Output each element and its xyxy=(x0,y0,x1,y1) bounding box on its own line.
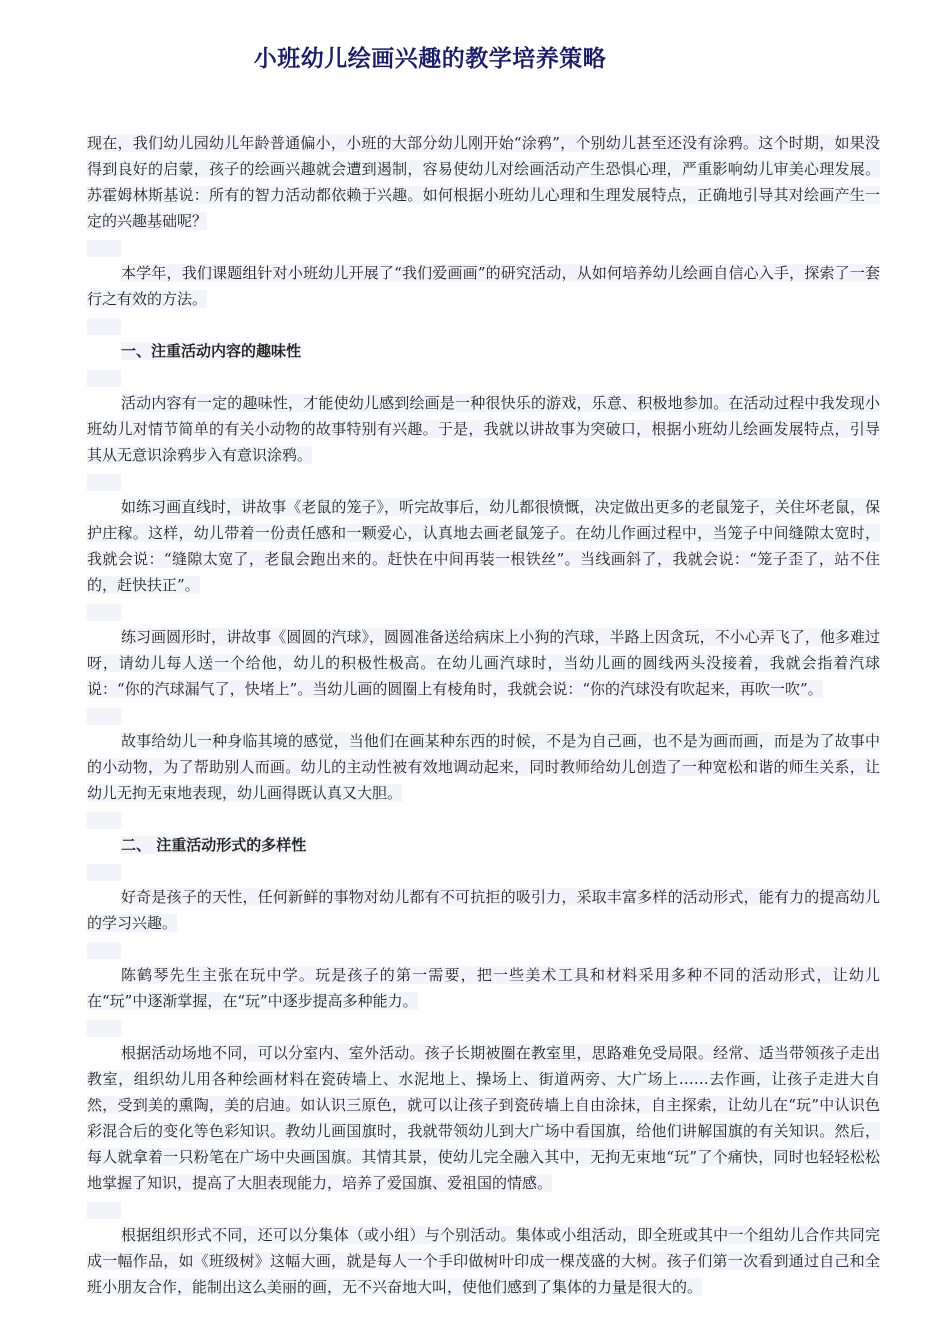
paragraph-9 xyxy=(87,1040,880,1196)
paragraph-8 xyxy=(87,962,880,1014)
paragraph-7 xyxy=(87,884,880,936)
paragraph-7-text: 好奇是孩子的天性，任何新鲜的事物对幼儿都有不可抗拒的吸引力，采取丰富多样的活动形式，能有力的提高幼儿的学习兴趣。 xyxy=(87,888,880,932)
paragraph-5 xyxy=(87,624,880,702)
blank-line xyxy=(87,942,121,959)
document-body xyxy=(87,130,880,1300)
paragraph-10-text: 根据组织形式不同，还可以分集体（或小组）与个别活动。集体或小组活动，即全班或其中一个组幼儿合作共同完成一幅作品，如《班级树》这幅大画，就是每人一个手印做树叶印成一棵茂盛的大树。孩子们第一次看到通过自己和全班小朋友合作，能制出这么美丽的画，无不兴奋地大叫，使他们感到了集体的力量是很大的。 xyxy=(87,1226,880,1296)
paragraph-8-text: 陈鹤琴先生主张在玩中学。玩是孩子的第一需要，把一些美术工具和材料采用多种不同的活动形式，让幼儿在“玩”中逐渐掌握，在“玩”中逐步提高多种能力。 xyxy=(87,966,880,1010)
blank-line xyxy=(87,708,121,725)
section-heading-1 xyxy=(87,338,880,364)
paragraph-6-text: 故事给幼儿一种身临其境的感觉，当他们在画某种东西的时候，不是为自己画，也不是为画而画，而是为了故事中的小动物，为了帮助别人而画。幼儿的主动性被有效地调动起来，同时教师给幼儿创造了一种宽松和谐的师生关系，让幼儿无拘无束地表现，幼儿画得既认真又大胆。 xyxy=(87,732,880,802)
blank-line xyxy=(87,604,121,621)
paragraph-5-text: 练习画圆形时，讲故事《圆圆的汽球》，圆圆准备送给病床上小狗的汽球，半路上因贪玩，不小心弄飞了，他多难过呀，请幼儿每人送一个给他，幼儿的积极性极高。在幼儿画汽球时，当幼儿画的圆线两头没接着，我就会指着汽球说：“你的汽球漏气了，快堵上”。当幼儿画的圆圈上有棱角时，我就会说：“你的汽球没有吹起来，再吹一吹”。 xyxy=(87,628,880,698)
section-heading-2 xyxy=(87,832,880,858)
paragraph-2 xyxy=(87,260,880,312)
document-title: 小班幼儿绘画兴趣的教学培养策略 xyxy=(253,46,607,72)
paragraph-9-text: 根据活动场地不同，可以分室内、室外活动。孩子长期被圈在教室里，思路难免受局限。经常、适当带领孩子走出教室，组织幼儿用各种绘画材料在瓷砖墙上、水泥地上、操场上、街道两旁、大广场上……去作画，让孩子走进大自然，受到美的熏陶，美的启迪。如认识三原色，就可以让孩子到瓷砖墙上自由涂抹，自主探索，让幼儿在“玩”中认识色彩混合后的变化等色彩知识。教幼儿画国旗时，我就带领幼儿到大广场中看国旗，给他们讲解国旗的有关知识。然后，每人就拿着一只粉笔在广场中央画国旗。其情其景，使幼儿完全融入其中，无拘无束地“玩”了个痛快，同时也轻轻松松地掌握了知识，提高了大胆表现能力，培养了爱国旗、爱祖国的情感。 xyxy=(87,1044,880,1192)
blank-line xyxy=(87,812,121,829)
blank-line xyxy=(87,240,121,257)
paragraph-3 xyxy=(87,390,880,468)
blank-line xyxy=(87,1202,121,1219)
paragraph-1 xyxy=(87,130,880,234)
paragraph-3-text: 活动内容有一定的趣味性，才能使幼儿感到绘画是一种很快乐的游戏，乐意、积极地参加。在活动过程中我发现小班幼儿对情节简单的有关小动物的故事特别有兴趣。于是，我就以讲故事为突破口，根据小班幼儿绘画发展特点，引导其从无意识涂鸦步入有意识涂鸦。 xyxy=(87,394,880,464)
blank-line xyxy=(87,318,121,335)
paragraph-4 xyxy=(87,494,880,598)
paragraph-1-text: 现在，我们幼儿园幼儿年龄普通偏小，小班的大部分幼儿刚开始“涂鸦”，个别幼儿甚至还没有涂鸦。这个时期，如果没得到良好的启蒙，孩子的绘画兴趣就会遭到遏制，容易使幼儿对绘画活动产生恐惧心理，严重影响幼儿审美心理发展。苏霍姆林斯基说：所有的智力活动都依赖于兴趣。如何根据小班幼儿心理和生理发展特点，正确地引导其对绘画产生一定的兴趣基础呢？ xyxy=(87,134,880,230)
paragraph-10 xyxy=(87,1222,880,1300)
paragraph-4-text: 如练习画直线时，讲故事《老鼠的笼子》，听完故事后，幼儿都很愤慨，决定做出更多的老鼠笼子，关住坏老鼠，保护庄稼。这样，幼儿带着一份责任感和一颗爱心，认真地去画老鼠笼子。在幼儿作画过程中，当笼子中间缝隙太宽时，我就会说：“缝隙太宽了，老鼠会跑出来的。赶快在中间再装一根铁丝”。当线画斜了，我就会说：“笼子歪了，站不住的，赶快扶正”。 xyxy=(87,498,880,594)
section-heading-2-text: 二、 注重活动形式的多样性 xyxy=(121,836,307,854)
paragraph-6 xyxy=(87,728,880,806)
section-heading-1-text: 一、注重活动内容的趣味性 xyxy=(121,342,302,360)
paragraph-2-text: 本学年，我们课题组针对小班幼儿开展了“我们爱画画”的研究活动，从如何培养幼儿绘画自信心入手，探索了一套行之有效的方法。 xyxy=(87,264,880,308)
blank-line xyxy=(87,370,121,387)
blank-line xyxy=(87,1020,121,1037)
blank-line xyxy=(87,864,121,881)
blank-line xyxy=(87,474,121,491)
